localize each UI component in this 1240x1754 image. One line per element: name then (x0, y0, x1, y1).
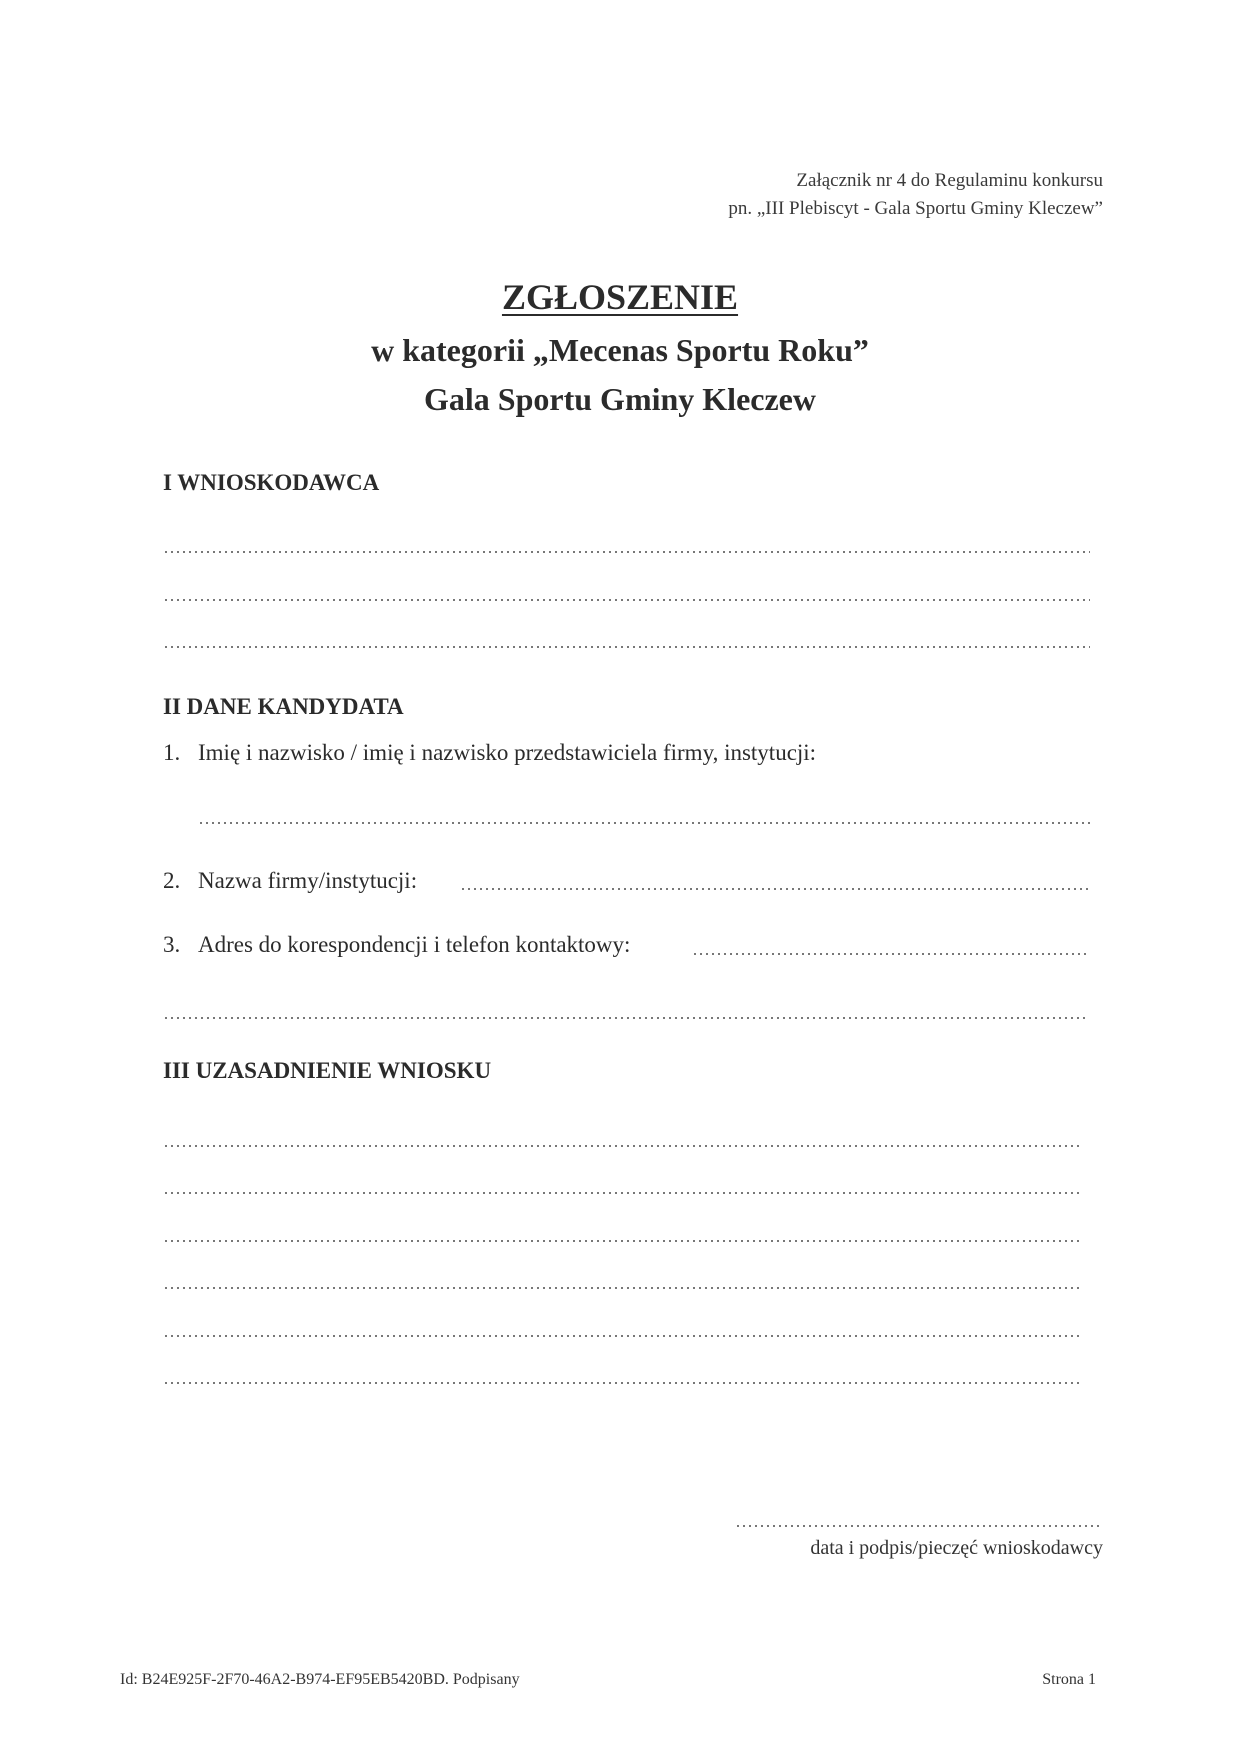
field-label: Adres do korespondencji i telefon kontaktowy: (198, 932, 631, 957)
justification-fill-line[interactable] (163, 1192, 1082, 1194)
section-candidate-heading: II DANE KANDYDATA (163, 694, 404, 719)
field-label: Imię i nazwisko / imię i nazwisko przedstawiciela firmy, instytucji: (198, 740, 817, 765)
candidate-field-company (163, 868, 417, 894)
attachment-line-1: Załącznik nr 4 do Regulaminu konkursu (796, 170, 1103, 191)
address-fill-line[interactable] (163, 1017, 1088, 1019)
section-justification-heading: III UZASADNIENIE WNIOSKU (163, 1058, 492, 1083)
field-number: 2. (163, 868, 181, 893)
field-number: 1. (163, 740, 181, 765)
justification-fill-line[interactable] (163, 1240, 1082, 1242)
address-fill-line[interactable] (692, 953, 1088, 955)
signature-fill-line[interactable] (735, 1525, 1103, 1527)
field-number: 3. (163, 932, 181, 957)
applicant-fill-line[interactable] (163, 551, 1090, 553)
form-subtitle-category: w kategorii „Mecenas Sportu Roku” (371, 332, 869, 368)
form-title: ZGŁOSZENIE (501, 277, 739, 317)
applicant-fill-line[interactable] (163, 599, 1090, 601)
document-id: Id: B24E925F-2F70-46A2-B974-EF95EB5420BD. Podpisany (120, 1671, 520, 1688)
company-fill-line[interactable] (460, 888, 1090, 890)
justification-fill-line[interactable] (163, 1382, 1082, 1384)
candidate-field-address (163, 932, 630, 958)
candidate-name-fill-line[interactable] (198, 822, 1093, 824)
field-label: Nazwa firmy/instytucji: (198, 868, 418, 893)
candidate-field-name (163, 740, 816, 766)
section-applicant-heading: I WNIOSKODAWCA (163, 470, 380, 495)
attachment-line-2: pn. „III Plebiscyt - Gala Sportu Gminy Kleczew” (728, 198, 1103, 219)
applicant-fill-line[interactable] (163, 646, 1090, 648)
signature-caption: data i podpis/pieczęć wnioskodawcy (810, 1537, 1103, 1559)
justification-fill-line[interactable] (163, 1145, 1082, 1147)
page-number: Strona 1 (1042, 1671, 1096, 1688)
form-subtitle-event: Gala Sportu Gminy Kleczew (424, 381, 816, 417)
justification-fill-line[interactable] (163, 1335, 1082, 1337)
justification-fill-line[interactable] (163, 1287, 1082, 1289)
